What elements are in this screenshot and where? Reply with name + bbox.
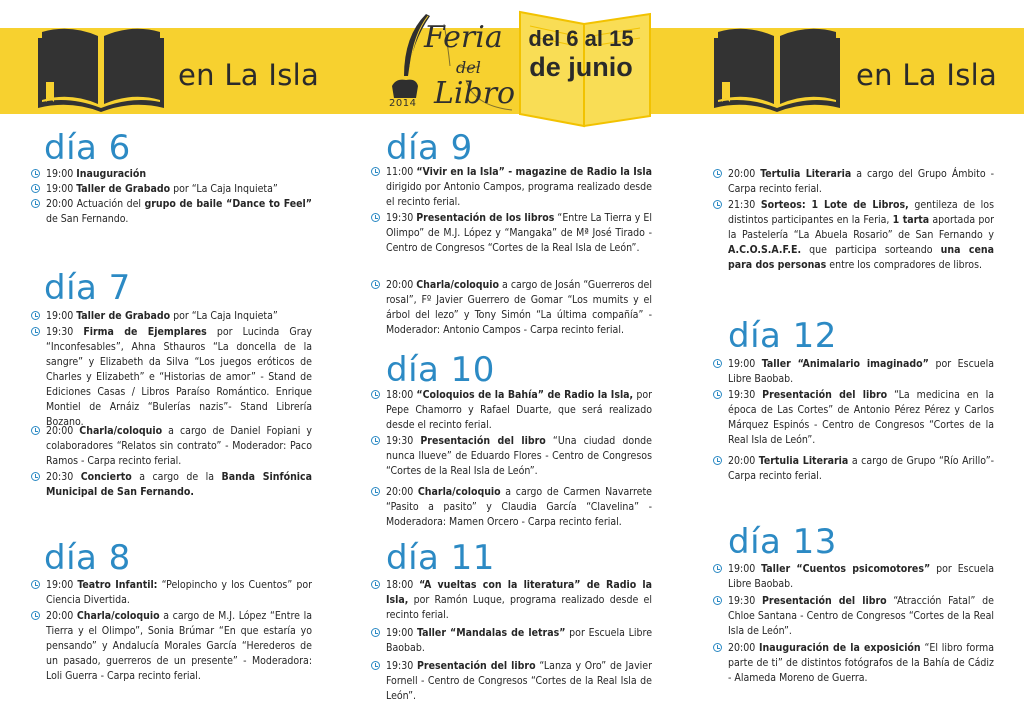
clock-icon	[371, 580, 380, 589]
logo-word-del: del	[456, 58, 481, 77]
clock-icon	[371, 487, 380, 496]
event-text: 20:00	[728, 642, 760, 654]
event-text: 19:30	[386, 660, 417, 672]
event-highlight: A.C.O.S.A.F.E.	[728, 244, 802, 256]
clock-icon	[713, 169, 722, 178]
event-text: a cargo de Daniel Fopiani y colaboradores “Relatos sin contrato” - Moderador: Paco Ramos - Carpa recinto ferial.	[46, 425, 313, 467]
event-text: por Escuela Libre Baobab.	[728, 563, 994, 590]
event-highlight: Presentación del libro	[762, 389, 888, 401]
event-item	[386, 165, 652, 210]
event-highlight: Sorteos: 1 Lote de Libros,	[760, 199, 909, 211]
day-13-title: día 13	[728, 522, 837, 562]
day-8-title: día 8	[44, 538, 131, 578]
event-text: 20:00	[386, 279, 417, 291]
event-highlight: Charla/coloquio	[76, 610, 160, 622]
clock-icon	[713, 643, 722, 652]
event-text: 20:00	[46, 425, 80, 437]
clock-icon	[371, 390, 380, 399]
day-10-title: día 10	[386, 350, 495, 390]
dates-line2: de junio	[529, 52, 633, 82]
event-text: aportada por la Pastelería “La Abuela Rosario” de San Fernando y	[728, 214, 994, 241]
event-text: 19:00	[46, 168, 77, 180]
event-highlight: “Vivir en la Isla” - magazine de Radio la Isla	[416, 166, 652, 178]
event-highlight: grupo de baile “Dance to Feel”	[144, 198, 312, 210]
event-text: por Lucinda Gray “Inconfesables”, Ahna Sthauros “La doncella de la sangre” y Elizabeth da Silva “Los juegos eróticos de Charles y Elizabeth” e “Historias de amor” - Stand de Ediciones Casas / Libros Paraíso Romántico. Enrique Montiel de Arnáiz “Bulerías nazis”- Stand Librería Bozano.	[46, 326, 312, 428]
clock-icon	[371, 280, 380, 289]
event-item	[386, 388, 652, 433]
day-9-title: día 9	[386, 128, 473, 168]
event-item	[386, 578, 652, 623]
event-item	[386, 485, 652, 530]
clock-icon	[371, 628, 380, 637]
book-icon	[712, 22, 842, 118]
event-text: 20:30	[46, 471, 81, 483]
event-text: 19:30	[386, 212, 417, 224]
header-left-label: en La Isla	[178, 58, 320, 92]
clock-icon	[31, 311, 40, 320]
event-text: 19:30	[728, 389, 763, 401]
event-text: “Lanza y Oro” de Javier Fornell - Centro de Congresos “Cortes de la Real Isla de León”.	[386, 660, 653, 702]
event-highlight: Taller “Animalario imaginado”	[761, 358, 929, 370]
event-item	[728, 357, 994, 387]
event-highlight: Taller de Grabado	[76, 183, 171, 195]
logo-word-feria: Feria	[424, 20, 503, 55]
day-12-title: día 12	[728, 316, 837, 356]
book-icon	[36, 22, 166, 118]
event-text: 20:00 Actuación del	[46, 198, 145, 210]
clock-icon	[371, 167, 380, 176]
event-highlight: Taller “Mandalas de letras”	[416, 627, 566, 639]
event-text: a cargo de la	[131, 471, 222, 483]
clock-icon	[31, 169, 40, 178]
event-item	[728, 454, 994, 484]
event-highlight: Inauguración	[76, 168, 147, 180]
event-item	[46, 182, 312, 197]
event-highlight: una cena para dos personas	[728, 244, 994, 271]
event-text: por Escuela Libre Baobab.	[386, 627, 653, 654]
event-highlight: Tertulia Literaria	[760, 168, 852, 180]
event-item	[46, 197, 312, 227]
event-highlight: 1 tarta	[892, 214, 930, 226]
clock-icon	[31, 426, 40, 435]
event-text: entre los compradores de libros.	[826, 259, 983, 271]
feria-logo	[384, 6, 516, 124]
clock-icon	[371, 436, 380, 445]
day-11-title: día 11	[386, 538, 495, 578]
clock-icon	[713, 390, 722, 399]
event-highlight: Presentación del libro	[416, 660, 536, 672]
event-text: 19:30	[386, 435, 421, 447]
event-text: 19:30	[46, 326, 84, 338]
dates-line1: del 6 al 15	[528, 26, 634, 51]
day-7-title: día 7	[44, 268, 131, 308]
event-item	[386, 211, 652, 256]
clock-icon	[713, 456, 722, 465]
event-highlight: Charla/coloquio	[416, 279, 500, 291]
day-6-title: día 6	[44, 128, 131, 168]
event-text: 20:00	[728, 455, 759, 467]
clock-icon	[31, 327, 40, 336]
event-item	[386, 278, 652, 338]
event-highlight: “Coloquios de la Bahía” de Radio la Isla,	[416, 389, 634, 401]
event-highlight: Presentación del libro	[762, 595, 887, 607]
event-text: que participa sorteando	[801, 244, 941, 256]
clock-icon	[713, 200, 722, 209]
event-text: por “La Caja Inquieta”	[170, 310, 278, 322]
event-item	[46, 470, 312, 500]
clock-icon	[371, 661, 380, 670]
event-item	[46, 578, 312, 608]
clock-icon	[713, 359, 722, 368]
event-text: “El libro forma parte de ti” de distintos fotógrafos de la Bahía de Cádiz - Alameda Moreno de Guerra.	[728, 642, 995, 684]
clock-icon	[31, 580, 40, 589]
event-item	[728, 167, 994, 197]
event-item	[46, 309, 312, 324]
event-text: por Pepe Chamorro y Rafael Duarte, que será realizado desde el recinto ferial.	[386, 389, 652, 431]
event-text: 19:00	[46, 579, 78, 591]
event-text: de San Fernando.	[46, 213, 129, 225]
event-text: 18:00	[386, 579, 420, 591]
clock-icon	[713, 564, 722, 573]
event-text: 19:00	[728, 563, 762, 575]
event-text: a cargo de Josán “Guerreros del rosal”, Fº Javier Guerrero de Gomar “Los mumits y el árbol del lezo” y Tony Simón “La última compañía” - Moderador: Antonio Campos - Carpa recinto ferial.	[386, 279, 652, 336]
header-right-label: en La Isla	[856, 58, 998, 92]
event-text: “Una ciudad donde nunca llueve” de Eduardo Flores - Centro de Congresos “Cortes de la Real Isla de León”.	[386, 435, 652, 477]
event-item	[46, 424, 312, 469]
event-highlight: Charla/coloquio	[417, 486, 501, 498]
event-text: 19:00	[46, 310, 77, 322]
event-item	[46, 325, 312, 430]
event-highlight: Firma de Ejemplares	[83, 326, 207, 338]
event-text: “La medicina en la época de Las Cortes” de Antonio Pérez Pérez y Carlos Márquez Espinós - Centro de Congresos “Cortes de la Real Isla de León”.	[728, 389, 994, 446]
event-text: a cargo de Grupo “Río Arillo”- Carpa recinto ferial.	[728, 455, 994, 482]
event-item	[728, 198, 994, 273]
event-item	[386, 659, 652, 704]
event-item	[46, 609, 312, 684]
event-text: por “La Caja Inquieta”	[170, 183, 278, 195]
event-text: 20:00	[728, 168, 761, 180]
event-text: 19:00	[728, 358, 762, 370]
event-text: 21:30	[728, 199, 761, 211]
event-text: 20:00	[46, 610, 77, 622]
clock-icon	[713, 596, 722, 605]
event-highlight: Charla/coloquio	[79, 425, 163, 437]
event-text: “Entre La Tierra y El Olimpo” de M.J. López y “Mangaka” de Mª José Tirado - Centro de Congresos “Cortes de la Real Isla de León”.	[386, 212, 652, 254]
event-highlight: Taller de Grabado	[76, 310, 171, 322]
event-item	[46, 167, 312, 182]
event-highlight: Presentación de los libros	[416, 212, 555, 224]
event-text: gentileza de los distintos participantes en la Feria,	[728, 199, 994, 226]
event-item	[728, 562, 994, 592]
event-text: “Atracción Fatal” de Chloe Santana - Centro de Congresos “Cortes de la Real Isla de León”.	[728, 595, 994, 637]
event-text: 20:00	[386, 486, 418, 498]
event-text: dirigido por Antonio Campos, programa realizado desde el recinto ferial.	[386, 181, 652, 208]
event-item	[728, 388, 994, 448]
event-text: a cargo de Carmen Navarrete “Pasito a pasito” y Claudia García “Clavelina” - Moderadora: Mamen Orcero - Carpa recinto ferial.	[386, 486, 652, 528]
logo-word-libro: Libro	[434, 76, 516, 111]
clock-icon	[31, 611, 40, 620]
logo-year: 2014	[389, 98, 417, 109]
event-text: 18:00	[386, 389, 417, 401]
event-item	[728, 594, 994, 639]
clock-icon	[31, 184, 40, 193]
event-highlight: “A vueltas con la literatura” de Radio la Isla,	[386, 579, 653, 606]
event-text: a cargo de M.J. López “Entre la Tierra y el Olimpo”, Sonia Brúmar “En que estaría yo pensando” y Andalucía Morales García “Herederos de un pasado, guerreros de un presente” - Moderadora: Loli Guerra - Carpa recinto ferial.	[46, 610, 312, 682]
event-highlight: Presentación del libro	[420, 435, 546, 447]
event-item	[386, 434, 652, 479]
event-item	[386, 626, 652, 656]
clock-icon	[371, 213, 380, 222]
event-highlight: Banda Sinfónica Municipal de San Fernando.	[46, 471, 313, 498]
event-text: 11:00	[386, 166, 417, 178]
event-text: 19:00	[46, 183, 77, 195]
clock-icon	[31, 199, 40, 208]
event-text: “Pelopincho y los Cuentos” por Ciencia Divertida.	[46, 579, 312, 606]
event-item	[728, 641, 994, 686]
event-text: 19:00	[386, 627, 417, 639]
clock-icon	[31, 472, 40, 481]
event-text: 19:30	[728, 595, 762, 607]
event-text: por Ramón Luque, programa realizado desde el recinto ferial.	[386, 594, 652, 621]
event-highlight: Teatro Infantil:	[77, 579, 158, 591]
event-highlight: Tertulia Literaria	[758, 455, 849, 467]
event-highlight: Inauguración de la exposición	[759, 642, 921, 654]
event-dates	[514, 26, 648, 82]
event-highlight: Concierto	[80, 471, 132, 483]
event-text: por Escuela Libre Baobab.	[728, 358, 994, 385]
event-highlight: Taller “Cuentos psicomotores”	[761, 563, 931, 575]
event-text: a cargo del Grupo Ámbito - Carpa recinto ferial.	[728, 168, 994, 195]
